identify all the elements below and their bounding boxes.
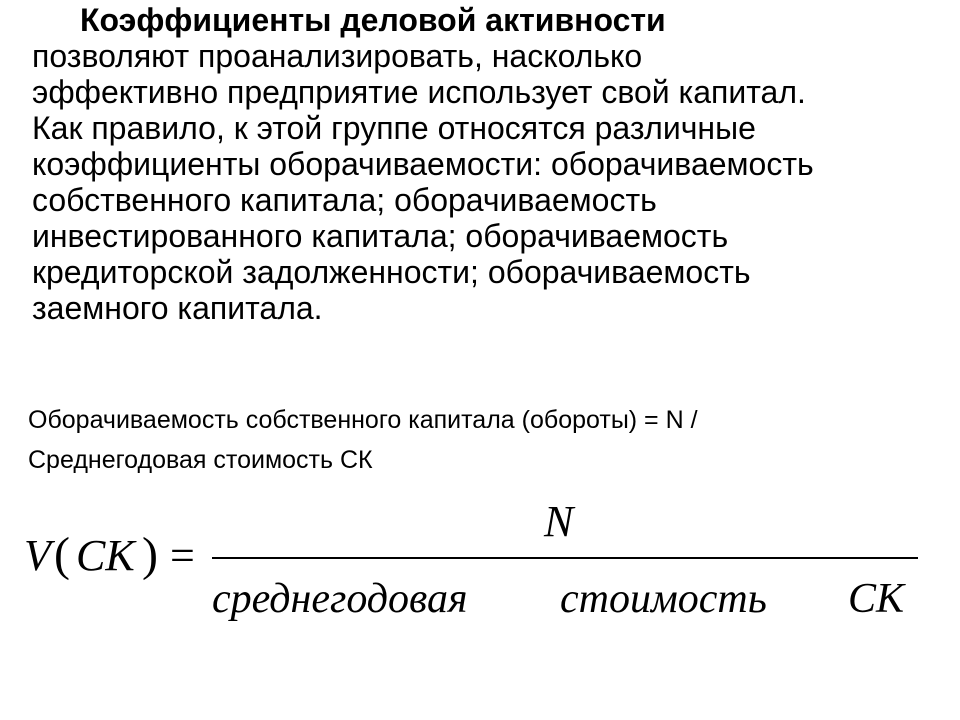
formula-denominator-word3: СК xyxy=(848,576,904,622)
intro-line: эффективно предприятие использует свой капитал. xyxy=(32,74,806,110)
formula-lhs-var: V xyxy=(24,531,51,580)
formula-denominator-word1: среднегодовая xyxy=(212,576,468,622)
formula-equals: = xyxy=(170,531,195,580)
intro-line: кредиторской задолженности; оборачиваемость xyxy=(32,254,751,290)
formula xyxy=(0,490,960,630)
intro-paragraph xyxy=(32,2,952,326)
intro-line: Как правило, к этой группе относятся различные xyxy=(32,110,756,146)
formula-definition-text xyxy=(28,400,938,480)
intro-line: инвестированного капитала; оборачиваемость xyxy=(32,218,729,254)
formula-numerator: N xyxy=(544,497,574,546)
intro-line: позволяют проанализировать, насколько xyxy=(32,38,643,74)
definition-line: Оборачиваемость собственного капитала (обороты) = N / xyxy=(28,406,698,434)
formula-lhs-close-paren: ) xyxy=(142,528,158,581)
formula-lhs-arg: СК xyxy=(76,531,135,580)
formula-lhs-open-paren: ( xyxy=(54,528,70,581)
intro-line: собственного капитала; оборачиваемость xyxy=(32,182,657,218)
intro-line: заемного капитала. xyxy=(32,290,323,326)
definition-line: Среднегодовая стоимость СК xyxy=(28,446,373,474)
intro-line: коэффициенты оборачиваемости: оборачиваемость xyxy=(32,146,814,182)
intro-heading: Коэффициенты деловой активности xyxy=(80,2,666,38)
formula-denominator-word2: стоимость xyxy=(560,576,767,622)
